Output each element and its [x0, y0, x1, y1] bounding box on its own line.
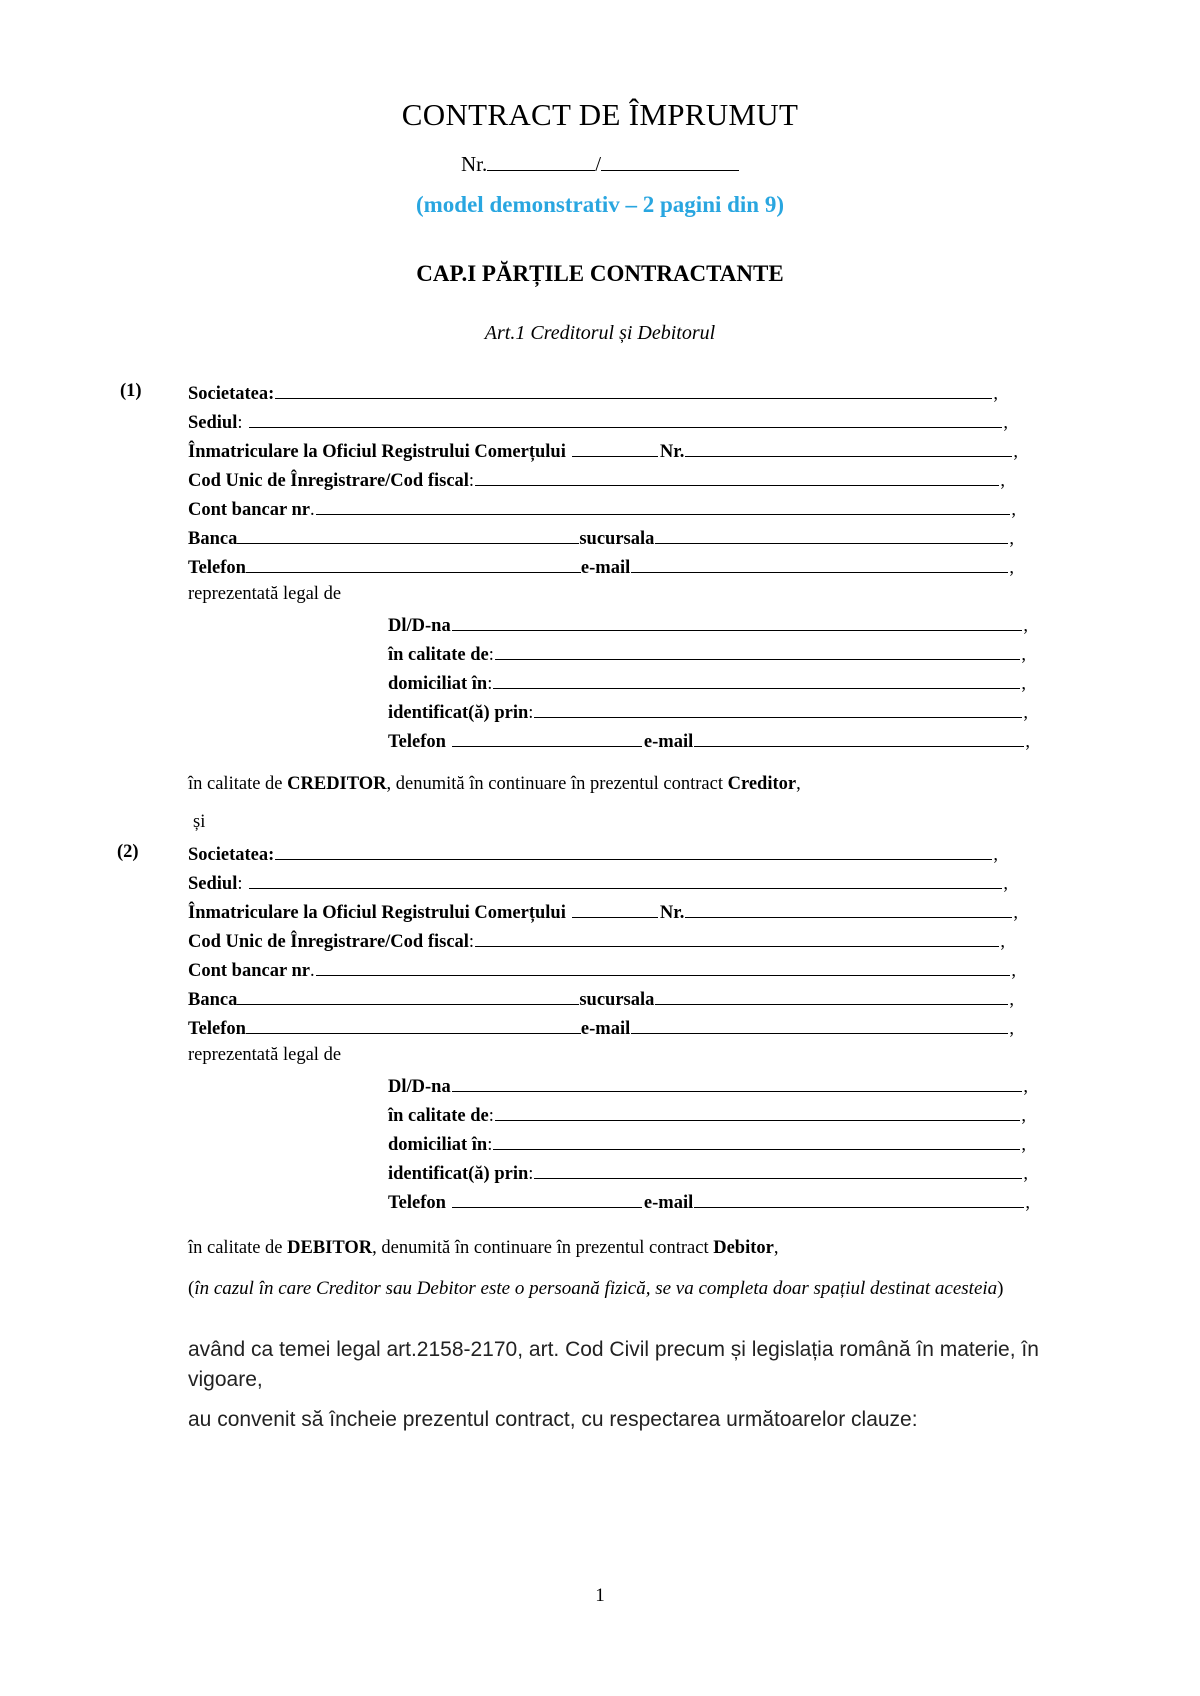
party1-telefon2-line: [388, 729, 1030, 753]
blank-calitate: [495, 642, 1021, 660]
model-note: (model demonstrativ – 2 pagini din 9): [415, 192, 785, 217]
colon: :: [528, 1164, 534, 1184]
blank-telefon: [452, 729, 642, 747]
party2-telefon-line: [188, 1016, 1014, 1040]
blank-inmatriculare: [572, 900, 658, 918]
party2-role-line: [188, 1238, 778, 1259]
comma: ,: [1013, 903, 1018, 923]
article-heading: Art.1 Creditorul și Debitorul: [484, 322, 716, 344]
note-close: ): [997, 1278, 1004, 1299]
comma: ,: [1021, 1106, 1026, 1126]
party1-cui-line: [188, 468, 1005, 492]
blank-nr: [685, 900, 1012, 918]
party1-calitate-line: [388, 642, 1026, 666]
legal-basis-paragraph: având ca temei legal art.2158-2170, art. Cod Civil precum și legislația română în materie, în vigoare,: [188, 1338, 1039, 1391]
label-domiciliat: domiciliat în: [388, 674, 488, 694]
label-sucursala: sucursala: [579, 529, 655, 549]
blank-telefon: [246, 555, 581, 573]
colon: :: [237, 874, 243, 894]
blank-dl: [452, 1074, 1023, 1092]
date-blank: [601, 150, 739, 171]
comma: ,: [1021, 1135, 1026, 1155]
party2-banca-line: [188, 987, 1014, 1011]
party1-sediul-line: [188, 410, 1008, 434]
label-identificat: identificat(ă) prin: [388, 1164, 529, 1184]
party1-cont-line: [188, 497, 1016, 521]
colon: :: [487, 1135, 493, 1155]
comma: ,: [1000, 932, 1005, 952]
colon: :: [468, 471, 475, 491]
comma: ,: [1013, 442, 1018, 462]
colon: :: [488, 1106, 494, 1126]
comma: ,: [1023, 616, 1028, 636]
label-inmatriculare: Înmatriculare la Oficiul Registrului Comerțului: [188, 903, 566, 923]
blank-identificat: [534, 1161, 1022, 1179]
blank-email: [631, 555, 1008, 573]
blank-societatea: [275, 842, 992, 860]
blank-cont: [316, 958, 1011, 976]
label-cui: Cod Unic de Înregistrare/Cod fiscal: [188, 471, 469, 491]
blank-sucursala: [655, 526, 1008, 544]
label-telefon: Telefon: [188, 1019, 246, 1039]
blank-societatea: [275, 381, 992, 399]
comma: ,: [1023, 703, 1028, 723]
dot: .: [309, 500, 315, 520]
conjunction: și: [193, 812, 206, 832]
comma: ,: [1021, 645, 1026, 665]
comma: ,: [1011, 500, 1016, 520]
party2-dl-line: [388, 1074, 1028, 1098]
label-banca: Banca: [188, 990, 238, 1010]
comma: ,: [1003, 874, 1008, 894]
blank-inmatriculare: [572, 439, 658, 457]
comma: ,: [1023, 1164, 1028, 1184]
role-name-creditor: Creditor: [727, 774, 797, 794]
blank-cont: [316, 497, 1011, 515]
natural-person-note: [188, 1276, 1098, 1302]
label-societatea: Societatea:: [188, 384, 275, 404]
label-domiciliat: domiciliat în: [388, 1135, 488, 1155]
label-email: e-mail: [643, 732, 694, 752]
colon: :: [237, 413, 243, 433]
label-dl: Dl/D-na: [388, 616, 451, 636]
label-inmatriculare: Înmatriculare la Oficiul Registrului Comerțului: [188, 442, 566, 462]
party2-telefon2-line: [388, 1190, 1030, 1214]
label-identificat: identificat(ă) prin: [388, 703, 529, 723]
party2-calitate-line: [388, 1103, 1026, 1127]
party1-identificat-line: [388, 700, 1028, 724]
comma: ,: [1025, 1193, 1030, 1213]
blank-sediul: [249, 871, 1003, 889]
note-text: în cazul în care Creditor sau Debitor este o persoană fizică, se va completa doar spațiul destinat acesteia: [194, 1278, 998, 1299]
comma: ,: [1003, 413, 1008, 433]
party1-inmatriculare-line: [188, 439, 1018, 463]
party1-number: (1): [120, 381, 142, 401]
label-calitate: în calitate de: [388, 645, 489, 665]
role-prefix: în calitate de: [188, 774, 288, 794]
blank-telefon: [452, 1190, 642, 1208]
blank-email: [694, 1190, 1024, 1208]
blank-dl: [452, 613, 1023, 631]
comma: ,: [1009, 990, 1014, 1010]
party2-number: (2): [117, 842, 139, 862]
chapter-heading: CAP.I PĂRȚILE CONTRACTANTE: [416, 261, 784, 286]
blank-calitate: [495, 1103, 1021, 1121]
party2-identificat-line: [388, 1161, 1028, 1185]
blank-banca: [237, 526, 579, 544]
contract-title: CONTRACT DE ÎMPRUMUT: [401, 97, 799, 132]
role-name-debitor: Debitor: [713, 1238, 774, 1258]
agreement-paragraph: au convenit să încheie prezentul contract, cu respectarea următoarelor clauze:: [188, 1408, 918, 1431]
party2-cui-line: [188, 929, 1005, 953]
blank-sucursala: [655, 987, 1008, 1005]
label-cont: Cont bancar nr: [188, 500, 310, 520]
party1-telefon-line: [188, 555, 1014, 579]
nr-separator: /: [595, 152, 602, 176]
colon: :: [488, 645, 494, 665]
party1-domiciliat-line: [388, 671, 1026, 695]
party2-inmatriculare-line: [188, 900, 1018, 924]
party1-societatea-line: [188, 381, 998, 405]
label-email: e-mail: [580, 1019, 631, 1039]
label-nr: Nr.: [659, 903, 685, 923]
blank-sediul: [249, 410, 1003, 428]
blank-nr: [685, 439, 1012, 457]
label-telefon: Telefon: [388, 732, 446, 752]
role-mid: , denumită în continuare în prezentul contract: [372, 1238, 714, 1258]
label-cui: Cod Unic de Înregistrare/Cod fiscal: [188, 932, 469, 952]
role-debitor: DEBITOR: [287, 1238, 373, 1258]
label-email: e-mail: [643, 1193, 694, 1213]
party2-sediul-line: [188, 871, 1008, 895]
colon: :: [528, 703, 534, 723]
label-sucursala: sucursala: [579, 990, 655, 1010]
label-cont: Cont bancar nr: [188, 961, 310, 981]
comma: ,: [1009, 558, 1014, 578]
note-open: (: [188, 1278, 195, 1299]
blank-banca: [237, 987, 579, 1005]
comma: ,: [796, 774, 801, 794]
role-creditor: CREDITOR: [287, 774, 387, 794]
party2-domiciliat-line: [388, 1132, 1026, 1156]
comma: ,: [993, 384, 998, 404]
comma: ,: [1000, 471, 1005, 491]
label-calitate: în calitate de: [388, 1106, 489, 1126]
party1-reprezentata: reprezentată legal de: [188, 584, 342, 604]
blank-domiciliat: [493, 1132, 1020, 1150]
colon: :: [487, 674, 493, 694]
party1-dl-line: [388, 613, 1028, 637]
nr-blank: [487, 150, 595, 171]
blank-email: [694, 729, 1024, 747]
party2-cont-line: [188, 958, 1016, 982]
party2-reprezentata: reprezentată legal de: [188, 1045, 342, 1065]
comma: ,: [1011, 961, 1016, 981]
blank-email: [631, 1016, 1008, 1034]
role-mid: , denumită în continuare în prezentul contract: [386, 774, 728, 794]
label-telefon: Telefon: [388, 1193, 446, 1213]
label-sediul: Sediul: [188, 413, 238, 433]
party2-societatea-line: [188, 842, 998, 866]
label-telefon: Telefon: [188, 558, 246, 578]
label-dl: Dl/D-na: [388, 1077, 451, 1097]
dot: .: [309, 961, 315, 981]
comma: ,: [1023, 1077, 1028, 1097]
blank-cui: [475, 468, 999, 486]
label-banca: Banca: [188, 529, 238, 549]
comma: ,: [993, 845, 998, 865]
role-prefix: în calitate de: [188, 1238, 288, 1258]
label-sediul: Sediul: [188, 874, 238, 894]
comma: ,: [1021, 674, 1026, 694]
party1-banca-line: [188, 526, 1014, 550]
comma: ,: [773, 1238, 779, 1258]
comma: ,: [1009, 1019, 1014, 1039]
party1-role-line: [188, 774, 801, 795]
contract-number-line: [0, 150, 1200, 177]
label-nr: Nr.: [659, 442, 685, 462]
comma: ,: [1025, 732, 1030, 752]
blank-cui: [475, 929, 999, 947]
blank-telefon: [246, 1016, 581, 1034]
label-email: e-mail: [580, 558, 631, 578]
label-societatea: Societatea:: [188, 845, 275, 865]
blank-identificat: [534, 700, 1022, 718]
blank-domiciliat: [493, 671, 1020, 689]
nr-label: Nr.: [460, 152, 488, 176]
comma: ,: [1009, 529, 1014, 549]
page-number: 1: [595, 1585, 605, 1606]
colon: :: [468, 932, 475, 952]
